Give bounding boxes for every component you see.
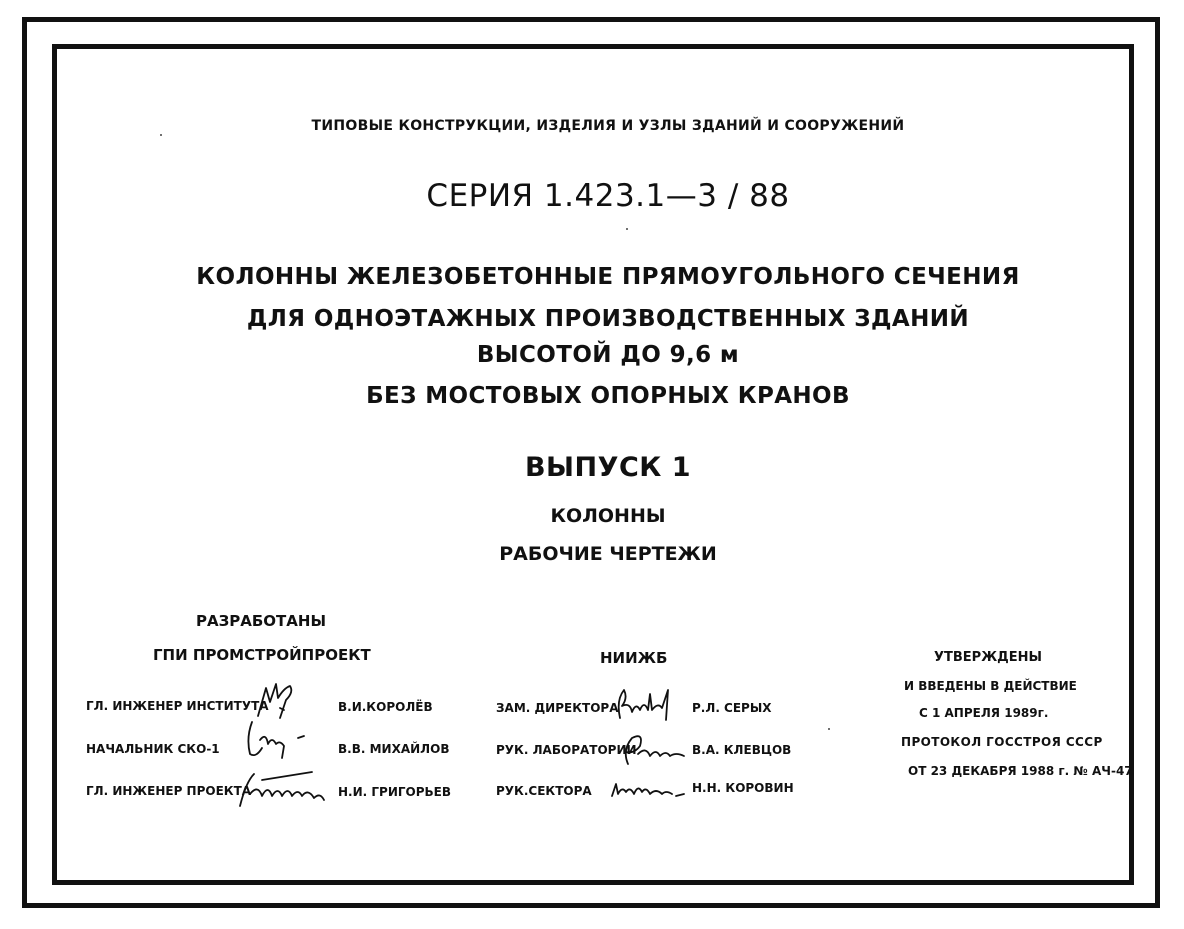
signature-icon: [610, 684, 680, 724]
signature-icon: [250, 678, 310, 722]
approval-line-3: С 1 АПРЕЛЯ 1989г.: [919, 706, 1049, 720]
series-number: СЕРИЯ 1.423.1—3 / 88: [426, 178, 790, 214]
developers-heading: РАЗРАБОТАНЫ: [196, 612, 326, 630]
niizhb-name-2: В.А. КЛЕВЦОВ: [692, 743, 792, 757]
dev-role-1: ГЛ. ИНЖЕНЕР ИНСТИТУТА: [86, 699, 269, 713]
issue-label: ВЫПУСК 1: [524, 452, 692, 483]
issue-subtitle-1: КОЛОННЫ: [550, 505, 666, 527]
signature-icon: [238, 718, 318, 762]
title-line-3: ВЫСОТОЙ ДО 9,6 м: [476, 342, 740, 368]
niizhb-name-1: Р.Л. СЕРЫХ: [692, 701, 772, 715]
title-line-4: БЕЗ МОСТОВЫХ ОПОРНЫХ КРАНОВ: [366, 383, 850, 409]
dev-role-2: НАЧАЛЬНИК СКО-1: [86, 742, 220, 756]
niizhb-name-3: Н.Н. КОРОВИН: [692, 781, 794, 795]
dev-name-3: Н.И. ГРИГОРЬЕВ: [338, 785, 451, 799]
scan-speck: [626, 228, 628, 230]
niizhb-role-2: РУК. ЛАБОРАТОРИИ: [496, 743, 637, 757]
niizhb-role-3: РУК.СЕКТОРА: [496, 784, 592, 798]
developers-org: ГПИ ПРОМСТРОЙПРОЕКТ: [153, 646, 371, 664]
approval-line-2: И ВВЕДЕНЫ В ДЕЙСТВИЕ: [904, 679, 1077, 693]
dev-role-3: ГЛ. ИНЖЕНЕР ПРОЕКТА: [86, 784, 252, 798]
header-top-line: ТИПОВЫЕ КОНСТРУКЦИИ, ИЗДЕЛИЯ И УЗЛЫ ЗДАНИЙ И СООРУЖЕНИЙ: [311, 118, 905, 134]
issue-subtitle-2: РАБОЧИЕ ЧЕРТЕЖИ: [499, 543, 717, 565]
niizhb-role-1: ЗАМ. ДИРЕКТОРА: [496, 701, 619, 715]
signature-icon: [232, 766, 332, 812]
approval-line-5: ОТ 23 ДЕКАБРЯ 1988 г. № АЧ-47: [908, 764, 1133, 778]
signature-icon: [614, 730, 694, 770]
scan-speck: [160, 134, 162, 136]
title-line-2: ДЛЯ ОДНОЭТАЖНЫХ ПРОИЗВОДСТВЕННЫХ ЗДАНИЙ: [246, 306, 970, 332]
niizhb-org: НИИЖБ: [600, 649, 668, 667]
approval-line-4: ПРОТОКОЛ ГОССТРОЯ СССР: [901, 735, 1103, 749]
dev-name-1: В.И.КОРОЛЁВ: [338, 700, 433, 714]
dev-name-2: В.В. МИХАЙЛОВ: [338, 742, 450, 756]
approval-line-1: УТВЕРЖДЕНЫ: [934, 650, 1042, 665]
signature-icon: [606, 776, 686, 806]
scan-speck: [828, 728, 830, 730]
title-line-1: КОЛОННЫ ЖЕЛЕЗОБЕТОННЫЕ ПРЯМОУГОЛЬНОГО СЕЧЕНИЯ: [196, 264, 1020, 290]
